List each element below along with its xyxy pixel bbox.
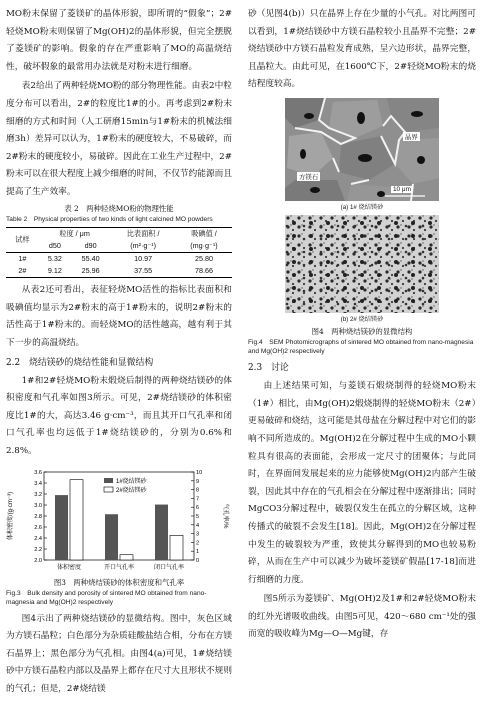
right-tick-label: 4 [196,523,200,530]
bar-sample-1 [105,515,118,561]
bar-sample-1 [55,496,68,561]
table-cell: 25.80 [176,253,232,266]
table-cell: 1# [6,253,39,266]
table-cell: 5.32 [39,253,71,266]
figure3-svg [6,466,232,576]
micrograph-b-svg [285,215,439,313]
left-tick-label: 2.6 [34,525,42,532]
right-tick-label: 0 [196,558,200,565]
table2-caption-cn: 表 2 两种轻烧MO粉的物理性能 [64,203,174,213]
left-tick-label: 3.4 [34,481,42,488]
right-tick-label: 1 [196,549,200,556]
left-tick-label: 3.6 [34,470,42,477]
table-cell: 55.40 [71,253,110,266]
table-header-d50: d50 [48,241,61,251]
right-tick-label: 5 [196,514,200,521]
table-header-area-unit: (m²·g⁻¹) [130,241,156,251]
right-tick-label: 10 [196,470,203,477]
table-header-d90: d90 [84,241,97,251]
table-cell: 10.97 [110,253,176,266]
legend-swatch-1 [104,478,113,483]
paragraph-table2-intro: 表2给出了两种轻烧MO粉的部分物理性能。由表2中粒度分布可以看出，2#的粒度比1#的小。再考虑到2#粉末细磨的方式和时间（人工研磨15min与1#粉末的机械法细磨3h）差异可以认为，1#粉末的硬度较大，不易破碎，而2#粉末的硬度较小，易破碎。因此在工业生产过程中，2#粉末可以在很大程度上减少细磨的时间，不仅节约能源而且提高了生产效率。 [6,81,232,197]
table-cell: 37.55 [110,265,176,278]
figure3-caption-cn: 图3 两种烧结镁砂的体积密度和气孔率 [53,578,185,588]
left-tick-label: 2.2 [34,547,42,554]
right-tick-label: 6 [196,505,200,512]
figure4b-subcaption: (b) 2# 烧结镁砂 [340,315,384,323]
left-tick-label: 3.2 [34,492,42,499]
bar-sample-2 [170,536,183,561]
section-heading-2-2: 2.2 烧结镁砂的烧结性能和显微结构 [6,357,154,368]
figure4a-subcaption: (a) 1# 烧结镁砂 [340,203,384,211]
figure4b-micrograph [285,215,439,313]
table-row [6,265,232,278]
y-axis-left-label: 体积密度/(g·cm⁻³) [8,492,14,541]
table-cell: 2# [6,265,39,278]
table-header-absorb: 吸碘值 / [176,228,232,241]
category-label: 开口气孔率 [103,565,135,572]
legend-swatch-2 [104,487,113,492]
left-column [6,6,232,701]
paragraph-activity: 从表2还可看出，表征轻烧MO活性的指标比表面积和吸碘值均显示为2#粉末的高于1#粉末的，说明2#粉末的活性高于1#粉末的。而轻烧MO的活性越高，越有利于其下一步的高温烧结。 [6,285,232,348]
table-cell: 25.96 [71,265,110,278]
table-header-absorb-unit: (mg·g⁻¹) [190,241,218,251]
bar-sample-2 [70,480,83,560]
left-tick-label: 2.0 [34,558,42,565]
micrograph-a-svg [285,98,439,201]
y-axis-right-label: 气孔率/% [222,503,228,529]
label-periclase: 方镁石 [299,173,319,181]
figure4a-micrograph [285,98,439,201]
scale-bar-label: 10 μm [393,185,411,193]
paragraph-pseudomorph: MO粉末保留了菱镁矿的晶体形貌，即所谓的“假象”；2#轻烧MO粉末则保留了Mg(OH)2的晶体形貌，但完全摆脱了菱镁矿的影响。假象的存在严重影响了MO的高温烧结性，破坏假象的最常用办法就是对粉末进行细磨。 [6,9,232,72]
bar-sample-2 [120,555,133,560]
table-row [6,253,232,266]
paragraph-grain-compare: 砂（见图4(b)）只在晶界上存在少量的小气孔。对比两图可以看到，1#烧结镁砂中方镁石晶粒较小且晶界不完整；2#烧结镁砂中方镁石晶粒发育成熟，呈六边形状，晶界完整，且晶粒大。由此可见，在1600℃下，2#轻烧MO粉末的烧结程度较高。 [248,9,476,90]
label-grain-boundary: 晶界 [405,133,418,141]
left-tick-label: 2.4 [34,536,42,543]
figure3-chart [6,466,232,576]
category-label: 体积密度 [56,565,82,572]
right-tick-label: 8 [196,488,200,495]
legend-label-2: 2#烧结镁砂 [116,488,147,495]
table2-physical-properties [6,227,232,278]
paragraph-infrared: 图5所示为菱镁矿、Mg(OH)2及1#和2#轻烧MO粉末的红外光谱吸收曲线。由图5可见，420～680 cm⁻¹处的强而宽的吸收峰为Mg—O—Mg键，存 [248,594,476,640]
section-heading-2-3: 2.3 讨论 [248,363,289,374]
figure3-caption-en: Fig.3 Bulk density and porosity of sintered MO obtained from nano-magnesia and Mg(OH)2 respectively [6,590,207,607]
table-cell: 9.12 [39,265,71,278]
table-header-area: 比表面积 / [110,228,176,241]
category-label: 闭口气孔率 [153,565,185,572]
left-tick-label: 2.8 [34,514,42,521]
table-cell: 78.66 [176,265,232,278]
left-tick-label: 3.0 [34,503,42,510]
table-header-size: 粒度 / μm [39,228,110,241]
paragraph-discussion: 由上述结果可知，与菱镁石煅烧制得的轻烧MO粉末（1#）相比，由Mg(OH)2煅烧制得的轻烧MO粉末（2#）更易破碎和烧结，这可能是其母盐在分解过程中对它们的影响不同所造成的。Mg(OH)2在分解过程中生成的MO小颗粒具有很高的表面能，会形成一定尺寸的团聚体；与此同时，在界面间发展起来的应力能够使Mg(OH)2内部产生破裂，因此其中存在的气孔相会在分解过程中逐渐排出；同时MgCO3分解过程中，破裂仅发生在孤立的分解区域，这种传播式的破裂不会发生[18]。因此，Mg(OH)2在分解过程中发生的破裂较为严重，致使其分解得到的MO也较易粉碎，从而在生产中可以减少为破坏菱镁矿假晶[17-18]而进行细磨的力度。 [248,381,476,585]
bar-sample-1 [155,505,168,560]
right-tick-label: 2 [196,540,200,547]
figure4-caption-en: Fig.4 SEM Photomicrographs of sintered MO obtained from nano-magnesia and Mg(OH)2 respectively [248,338,474,355]
right-tick-label: 7 [196,496,200,503]
paragraph-density: 1#和2#轻烧MO粉末煅烧后制得的两种烧结镁砂的体积密度和气孔率如图3所示。可见，2#烧结镁砂的体积密度比1#的大，高达3.46 g·cm⁻³，而且其开口气孔率和闭口气孔率也均远低于1#烧结镁砂的，分别为0.6%和2.8%。 [6,375,232,456]
right-tick-label: 3 [196,532,200,539]
table2-caption-en: Table 2 Physical properties of two kinds of light calcined MO powders [6,215,213,223]
legend-label-1: 1#烧结镁砂 [116,479,147,486]
paragraph-microstructure: 图4示出了两种烧结镁砂的显微结构。图中，灰色区域为方镁石晶粒；白色部分为杂质硅酸盐结合相，分布在方镁石晶界上；黑色部分为气孔相。由图4(a)可见，1#烧结镁砂中方镁石晶粒内部以及晶界上都存在尺寸大且形状不规则的气孔；但是，2#烧结镁 [6,613,232,695]
table-header-sample: 试样 [6,228,39,253]
right-column [248,6,476,646]
figure4-caption-cn: 图4 两种烧结镁砂的显微结构 [311,326,413,336]
right-tick-label: 9 [196,479,200,486]
